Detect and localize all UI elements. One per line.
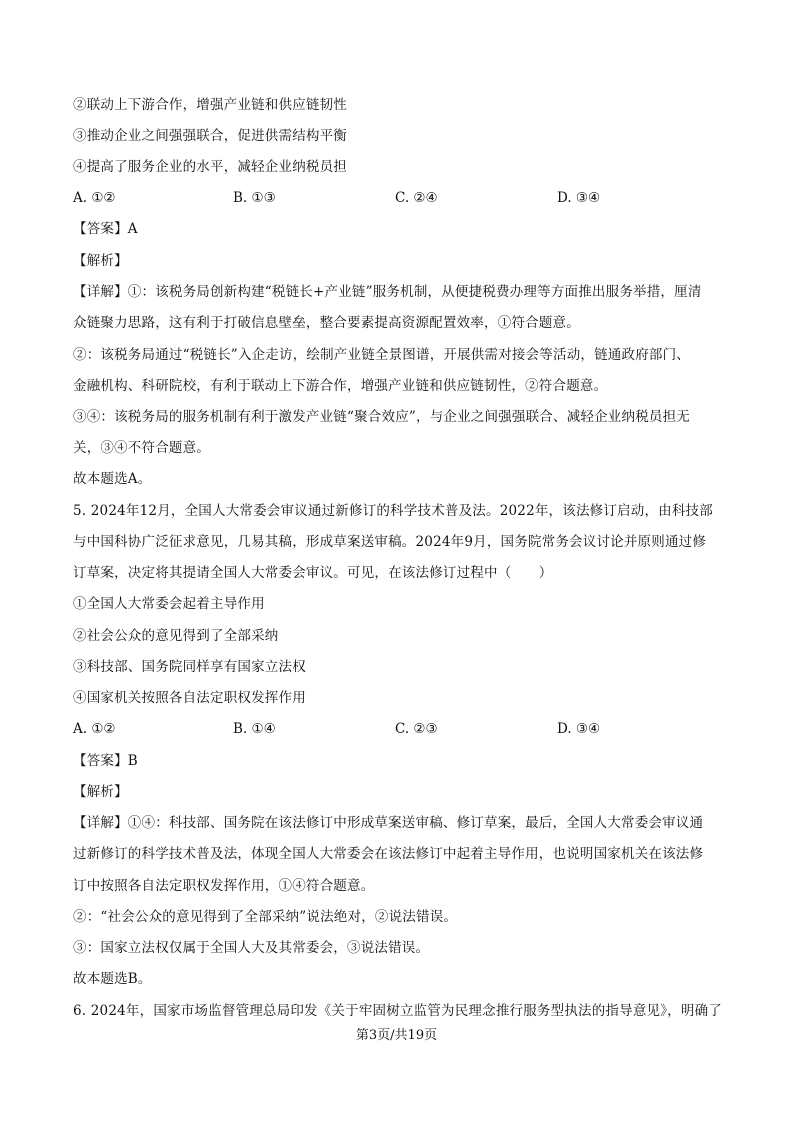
q4-analysis-heading: 【解析】 [73, 253, 128, 269]
q4-item-4: ④提高了服务企业的水平，减轻企业纳税员担 [73, 159, 347, 175]
q5-option-b: B. ①④ [233, 721, 276, 737]
q5-stem-line-3: 订草案，决定将其提请全国人大常委会审议。可见，在该法修订过程中（ ） [73, 565, 553, 581]
q5-item-2: ②社会公众的意见得到了全部采纳 [73, 628, 279, 644]
q5-item-3: ③科技部、国务院同样享有国家立法权 [73, 659, 306, 675]
q4-option-d: D. ③④ [557, 190, 601, 206]
q5-conclusion: 故本题选B。 [73, 971, 152, 987]
q4-option-a: A. ①② [73, 190, 116, 206]
q4-detail-line-3: ②：该税务局通过“税链长”入企走访，绘制产业链全景图谱，开展供需对接会等活动，链通政府部门、 [73, 347, 691, 363]
q5-detail-line-2: 过新修订的科学技术普及法，体现全国人大常委会在该法修订中起着主导作用，也说明国家机关在该法修 [73, 846, 704, 862]
q4-detail-line-5: ③④：该税务局的服务机制有利于激发产业链“聚合效应”，与企业之间强强联合、减轻企业纳税员担无 [73, 409, 691, 425]
q5-item-4: ④国家机关按照各自法定职权发挥作用 [73, 690, 306, 706]
q6-stem-line-1: 6. 2024年，国家市场监督管理总局印发《关于牢固树立监管为民理念推行服务型执法的指导意见》，明确了 [73, 1003, 722, 1019]
q4-detail-line-6: 关，③④不符合题意。 [73, 440, 210, 456]
q4-detail-line-1: 【详解】①：该税务局创新构建“税链长+产业链”服务机制，从便捷税费办理等方面推出服务举措，厘清 [73, 284, 702, 300]
page-number: 第3页/共19页 [355, 1028, 438, 1043]
q5-detail-line-4: ②：“社会公众的意见得到了全部采纳”说法绝对，②说法错误。 [73, 909, 458, 925]
q5-stem-line-2: 与中国科协广泛征求意见，几易其稿，形成草案送审稿。2024年9月，国务院常务会议讨论并原则通过修 [73, 534, 707, 550]
q4-option-c: C. ②④ [395, 190, 438, 206]
q5-analysis-heading: 【解析】 [73, 784, 128, 800]
q4-option-b: B. ①③ [233, 190, 276, 206]
q5-detail-line-1: 【详解】①④：科技部、国务院在该法修订中形成草案送审稿、修订草案，最后，全国人大常委会审议通 [73, 815, 704, 831]
q5-item-1: ①全国人大常委会起着主导作用 [73, 596, 265, 612]
q5-option-a: A. ①② [73, 721, 116, 737]
q5-detail-line-5: ③：国家立法权仅属于全国人大及其常委会，③说法错误。 [73, 940, 430, 956]
q4-item-2: ②联动上下游合作，增强产业链和供应链韧性 [73, 97, 347, 113]
q5-option-d: D. ③④ [557, 721, 601, 737]
q5-detail-line-3: 订中按照各自法定职权发挥作用，①④符合题意。 [73, 878, 375, 894]
q5-answer: 【答案】B [73, 753, 138, 769]
q4-detail-line-2: 众链聚力思路，这有利于打破信息壁垒，整合要素提高资源配置效率，①符合题意。 [73, 315, 580, 331]
q4-detail-line-4: 金融机构、科研院校，有利于联动上下游合作，增强产业链和供应链韧性，②符合题意。 [73, 378, 608, 394]
q5-stem-line-1: 5. 2024年12月，全国人大常委会审议通过新修订的科学技术普及法。2022年，该法修订启动，由科技部 [73, 503, 713, 519]
q4-conclusion: 故本题选A。 [73, 471, 152, 487]
q4-answer: 【答案】A [73, 221, 138, 237]
q4-item-3: ③推动企业之间强强联合，促进供需结构平衡 [73, 128, 347, 144]
q5-option-c: C. ②③ [395, 721, 438, 737]
